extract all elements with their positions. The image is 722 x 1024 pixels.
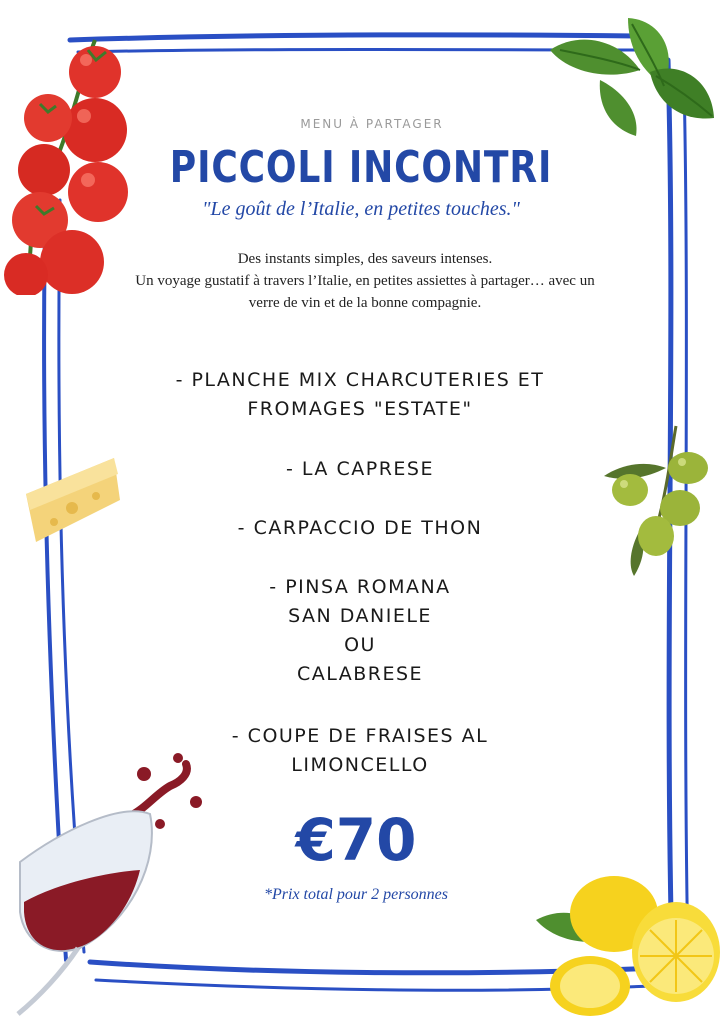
intro-line-2: Un voyage gustatif à travers l’Italie, en petites assiettes à partager… avec un verre de vin et de la bonne compagnie. <box>135 273 595 311</box>
menu-item-line: - COUPE DE FRAISES AL <box>231 725 489 747</box>
menu-item-line: LIMONCELLO <box>291 754 429 776</box>
menu-item-caprese <box>110 455 610 484</box>
olive-branch-icon <box>600 420 722 580</box>
menu-intro <box>120 248 610 314</box>
menu-item-carpaccio <box>110 514 610 543</box>
menu-item-planche <box>110 366 610 424</box>
menu-item-line: CALABRESE <box>296 663 424 685</box>
menu-eyebrow: MENU À PARTAGER <box>300 117 444 131</box>
menu-item-line: - PINSA ROMANA <box>269 576 451 598</box>
menu-item-coupe <box>110 722 610 780</box>
menu-title: PICCOLI INCONTRI <box>169 142 553 193</box>
menu-item-line: OU <box>344 634 376 656</box>
menu-item-line: SAN DANIELE <box>288 605 432 627</box>
menu-item-pinsa <box>110 573 610 689</box>
menu-item-line: - CARPACCIO DE THON <box>237 517 483 539</box>
menu-item-line: - LA CAPRESE <box>286 458 434 480</box>
menu-item-line: - PLANCHE MIX CHARCUTERIES ET <box>175 369 545 391</box>
menu-price: €70 <box>295 806 417 874</box>
price-footnote: *Prix total pour 2 personnes <box>264 886 448 903</box>
lemon-icon <box>536 860 722 1024</box>
intro-line-1: Des instants simples, des saveurs intenses. <box>237 251 493 267</box>
menu-tagline: "Le goût de l’Italie, en petites touches." <box>202 198 520 220</box>
menu-item-line: FROMAGES "ESTATE" <box>247 398 473 420</box>
